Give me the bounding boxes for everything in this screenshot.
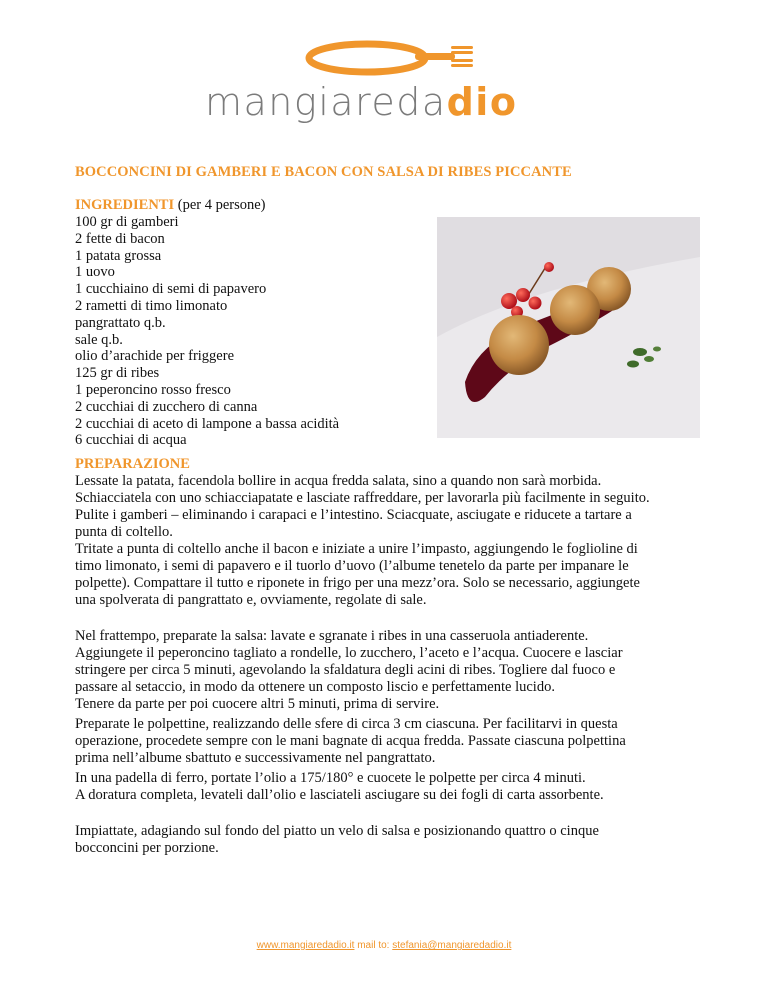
paragraph-line: passare al setaccio, in modo da ottenere un composto liscio e perfettamente lucido.: [75, 679, 555, 695]
paragraph-line: Aggiungete il peperoncino tagliato a rondelle, lo zucchero, l’aceto e l’acqua. Cuocere e lasciar: [75, 645, 623, 661]
paragraph-line: Pulite i gamberi – eliminando i carapaci e l’intestino. Sciacquate, asciugate e riducete a tartare a: [75, 507, 632, 523]
preparation-paragraph: [75, 823, 705, 857]
paragraph-line: una spolverata di pangrattato e, ovviamente, regolate di sale.: [75, 592, 427, 608]
footer: [0, 940, 768, 951]
paragraph-line: Nel frattempo, preparate la salsa: lavate e sgranate i ribes in una casseruola antiaderente.: [75, 628, 589, 644]
paragraph-line: prima nell’albume sbattuto e successivamente nel pangrattato.: [75, 750, 436, 766]
paragraph-line: Preparate le polpettine, realizzando delle sfere di circa 3 cm ciascuna. Per facilitarvi in questa: [75, 716, 618, 732]
ingredient-item: pangrattato q.b.: [75, 314, 166, 331]
fork-plate-icon: [305, 38, 475, 78]
ingredients-servings: (per 4 persone): [174, 197, 266, 213]
paragraph-line: stringere per circa 5 minuti, agevolando la sfaldatura degli acini di ribes. Togliere dal fuoco e: [75, 662, 616, 678]
logo: [205, 38, 565, 128]
ingredients-list: [75, 214, 339, 449]
ingredient-item: 1 peperoncino rosso fresco: [75, 381, 231, 398]
mail-label: mail to:: [354, 940, 393, 951]
paragraph-line: operazione, procedete sempre con le mani bagnate di acqua fredda. Passate ciascuna polpettina: [75, 733, 626, 749]
ingredient-item: 1 patata grossa: [75, 247, 162, 264]
ingredient-item: 1 cucchiaino di semi di papavero: [75, 281, 267, 298]
paragraph-line: Schiacciatela con uno schiacciapatate e lasciate raffreddare, per lavorarla più facilmente in seguito.: [75, 490, 650, 506]
paragraph-line: punta di coltello.: [75, 524, 173, 540]
dish-photo: [437, 217, 700, 438]
paragraph-line: In una padella di ferro, portate l’olio a 175/180° e cuocete le polpette per circa 4 minuti.: [75, 770, 586, 786]
paragraph-line: timo limonato, i semi di papavero e il tuorlo d’uovo (l’albume tenetelo da parte per impanare le: [75, 558, 629, 574]
paragraph-line: bocconcini per porzione.: [75, 840, 219, 856]
logo-wordmark: [205, 80, 517, 124]
ingredient-item: 1 uovo: [75, 264, 115, 281]
paragraph-line: Tenere da parte per poi cuocere altri 5 minuti, prima di servire.: [75, 696, 440, 712]
recipe-title: BOCCONCINI DI GAMBERI E BACON CON SALSA DI RIBES PICCANTE: [75, 164, 572, 180]
ingredient-item: 125 gr di ribes: [75, 365, 160, 382]
ingredient-item: sale q.b.: [75, 331, 123, 348]
ingredient-item: olio d’arachide per friggere: [75, 348, 235, 365]
website-link[interactable]: www.mangiaredadio.it: [256, 940, 355, 951]
preparation-paragraph: [75, 473, 705, 609]
paragraph-line: Impiattate, adagiando sul fondo del piatto un velo di salsa e posizionando quattro o cinque: [75, 823, 599, 839]
ingredients-heading-label: INGREDIENTI: [75, 197, 175, 213]
email-link[interactable]: stefania@mangiaredadio.it: [392, 940, 512, 951]
preparation-paragraph: [75, 770, 705, 804]
preparation-paragraph: [75, 628, 705, 713]
paragraph-line: Tritate a punta di coltello anche il bacon e iniziate a unire l’impasto, aggiungendo le foglioline di: [75, 541, 638, 557]
ingredient-item: 100 gr di gamberi: [75, 214, 179, 230]
paragraph-line: Lessate la patata, facendola bollire in acqua fredda salata, sino a quando non sarà morbida.: [75, 473, 602, 489]
ingredient-item: 2 fette di bacon: [75, 230, 165, 247]
ingredients-heading: [75, 197, 266, 214]
ingredient-item: 6 cucchiai di acqua: [75, 432, 187, 449]
logo-word-orange: dio: [446, 80, 518, 124]
dish-illustration: [437, 217, 700, 438]
preparation-heading: PREPARAZIONE: [75, 456, 190, 472]
paragraph-line: A doratura completa, levateli dall’olio e lasciateli asciugare su dei fogli di carta assorbente.: [75, 787, 604, 803]
ingredient-item: 2 cucchiai di zucchero di canna: [75, 398, 258, 415]
preparation-paragraph: [75, 716, 705, 767]
paragraph-line: polpette). Compattare il tutto e riponete in frigo per una mezz’ora. Solo se necessario, aggiungete: [75, 575, 640, 591]
ingredient-item: 2 rametti di timo limonato: [75, 297, 228, 314]
ingredient-item: 2 cucchiai di aceto di lampone a bassa acidità: [75, 415, 340, 432]
logo-word-grey: mangiareda: [205, 80, 447, 124]
